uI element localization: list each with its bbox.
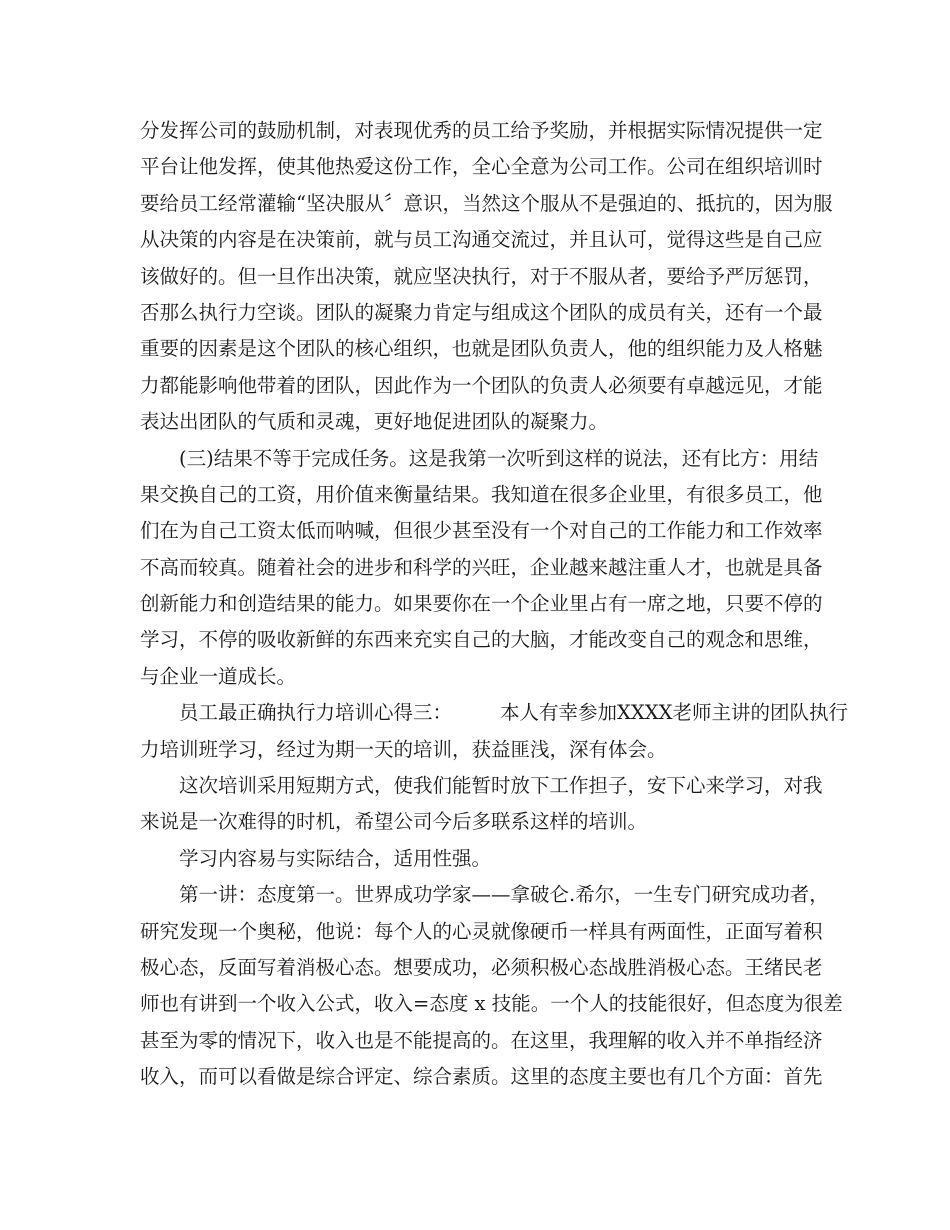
text-line: 否那么执行力空谈。团队的凝聚力肯定与组成这个团队的成员有关，还有一个最 — [140, 300, 823, 324]
paragraph-1 — [140, 113, 833, 441]
section-lead: 本人有幸参加XXXX老师主讲的团队执行 — [500, 701, 849, 725]
text-line: 研究发现一个奥秘，他说：每个人的心灵就像硬币一样具有两面性，正面写着积 — [140, 919, 823, 943]
text-line: (三)结果不等于完成任务。这是我第一次听到这样的说法，还有比方：用结 — [179, 446, 819, 470]
text-line: 不高而较真。随着社会的进步和科学的兴旺，企业越来越注重人才，也就是具备 — [140, 555, 823, 579]
paragraph-6 — [140, 877, 843, 1095]
text-line: 们在为自己工资太低而呐喊，但很少甚至没有一个对自己的工作能力和工作效率 — [140, 519, 823, 543]
text-line: 来说是一次难得的时机，希望公司今后多联系这样的培训。 — [140, 810, 648, 834]
text-line: 平台让他发挥，使其他热爱这份工作，全心全意为公司工作。公司在组织培训时 — [140, 155, 823, 179]
text-line: 学习，不停的吸收新鲜的东西来充实自己的大脑，才能改变自己的观念和思维， — [140, 628, 823, 652]
text-line: 极心态，反面写着消极心态。想要成功，必须积极心态战胜消极心态。王绪民老 — [140, 955, 823, 979]
section-heading-line — [140, 695, 849, 731]
text-line: 从决策的内容是在决策前，就与员工沟通交流过，并且认可，觉得这些是自己应 — [140, 228, 823, 252]
paragraph-2 — [140, 441, 823, 696]
text-line: 甚至为零的情况下，收入也是不能提高的。在这里，我理解的收入并不单指经济 — [140, 1028, 823, 1052]
text-line: 收入，而可以看做是综合评定、综合素质。这里的态度主要也有几个方面：首先 — [140, 1065, 823, 1089]
text-line: 这次培训采用短期方式，使我们能暂时放下工作担子，安下心来学习，对我 — [179, 774, 823, 798]
paragraph-5 — [140, 841, 800, 877]
text-line: 表达出团队的气质和灵魂，更好地促进团队的凝聚力。 — [140, 410, 609, 434]
text-line: 第一讲：态度第一。世界成功学家——拿破仑.希尔，一生专门研究成功者， — [179, 883, 829, 907]
text-line: 要给员工经常灌输“坚决服从〞意识，当然这个服从不是强迫的、抵抗的，因为服 — [140, 191, 833, 215]
paragraph-4 — [140, 768, 823, 841]
text-line: 力都能影响他带着的团队，因此作为一个团队的负责人必须要有卓越远见，才能 — [140, 373, 823, 397]
section-heading: 员工最正确执行力培训心得三： — [179, 701, 453, 725]
text-line: 师也有讲到一个收入公式，收入=态度 x 技能。一个人的技能很好，但态度为很差 — [140, 992, 843, 1016]
paragraph-3 — [140, 695, 849, 768]
document-body — [140, 113, 849, 1096]
text-line: 果交换自己的工资，用价值来衡量结果。我知道在很多企业里，有很多员工，他 — [140, 482, 823, 506]
text-line: 与企业一道成长。 — [140, 664, 297, 688]
text-line: 创新能力和创造结果的能力。如果要你在一个企业里占有一席之地，只要不停的 — [140, 592, 823, 616]
text-line: 学习内容易与实际结合，适用性强。 — [179, 846, 492, 870]
text-line: 力培训班学习，经过为期一天的培训，获益匪浅，深有体会。 — [140, 737, 667, 761]
text-line: 该做好的。但一旦作出决策，就应坚决执行，对于不服从者，要给予严厉惩罚， — [140, 264, 823, 288]
text-line: 重要的因素是这个团队的核心组织，也就是团队负责人，他的组织能力及人格魅 — [140, 337, 823, 361]
text-line: 分发挥公司的鼓励机制，对表现优秀的员工给予奖励，并根据实际情况提供一定 — [140, 119, 823, 142]
